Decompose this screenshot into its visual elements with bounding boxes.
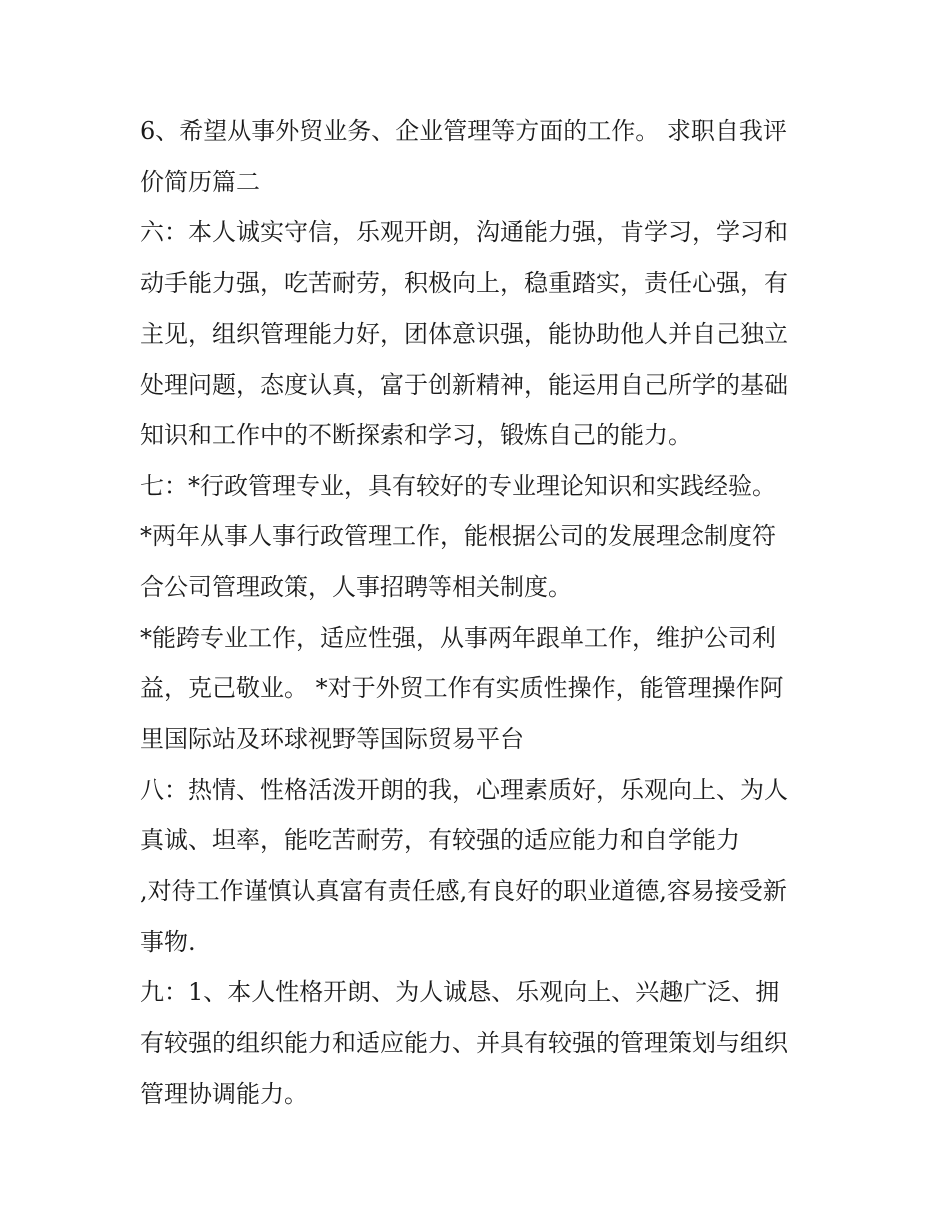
text-line: 九：1、本人性格开朗、为人诚恳、乐观向上、兴趣广泛、拥 [140, 978, 780, 1006]
text-line: 管理协调能力。 [140, 1080, 308, 1108]
text-line: *两年从事人事行政管理工作，能根据公司的发展理念制度符 [140, 522, 776, 550]
text-line: *能跨专业工作，适应性强，从事两年跟单工作，维护公司利 [140, 624, 776, 652]
text-line: 七：*行政管理专业，具有较好的专业理论知识和实践经验。 [140, 472, 776, 500]
text-line: 益，克己敬业。 *对于外贸工作有实质性操作，能管理操作阿 [140, 674, 784, 702]
text-line: 事物. [140, 928, 196, 956]
text-line: 价简历篇二 [140, 168, 260, 196]
text-line: 里国际站及环球视野等国际贸易平台 [140, 725, 524, 753]
text-line: 有较强的组织能力和适应能力、并具有较强的管理策划与组织 [140, 1029, 788, 1057]
text-line: 6、希望从事外贸业务、企业管理等方面的工作。 求职自我评 [140, 117, 787, 145]
text-line: 知识和工作中的不断探索和学习，锻炼自己的能力。 [140, 421, 692, 449]
text-line: 真诚、坦率，能吃苦耐劳，有较强的适应能力和自学能力 [140, 826, 740, 854]
text-line: 八：热情、性格活泼开朗的我，心理素质好，乐观向上、为人 [140, 776, 788, 804]
text-line: 动手能力强，吃苦耐劳，积极向上，稳重踏实，责任心强，有 [140, 269, 788, 297]
text-line: 六：本人诚实守信，乐观开朗，沟通能力强，肯学习，学习和 [140, 218, 788, 246]
text-line: ,对待工作谨慎认真富有责任感,有良好的职业道德,容易接受新 [140, 877, 787, 905]
text-line: 主见，组织管理能力好，团体意识强，能协助他人并自己独立 [140, 320, 788, 348]
text-line: 合公司管理政策，人事招聘等相关制度。 [140, 573, 572, 601]
text-line: 处理问题，态度认真，富于创新精神，能运用自己所学的基础 [140, 371, 788, 399]
